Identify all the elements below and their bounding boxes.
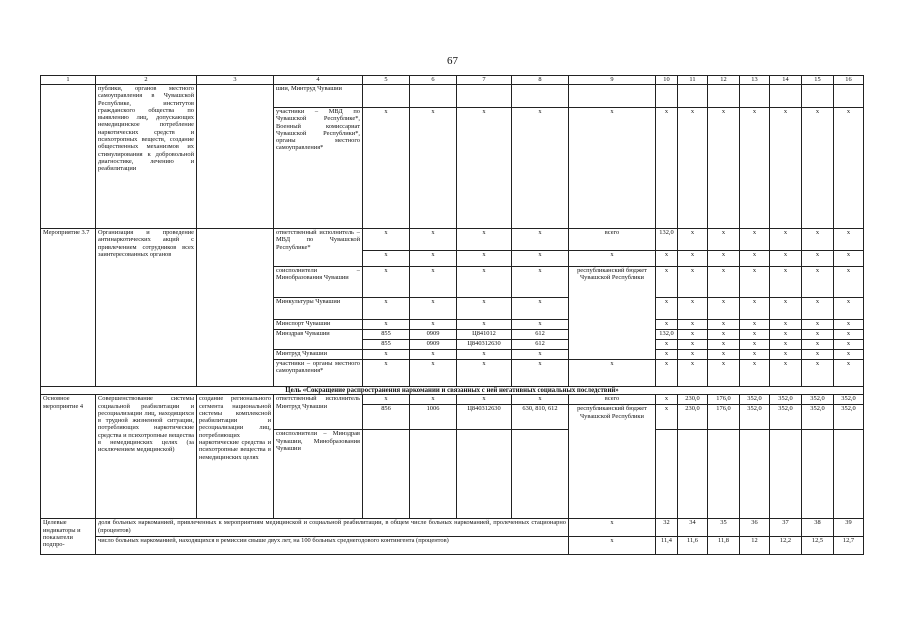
table-cell: x	[740, 330, 770, 340]
table-cell: x	[678, 330, 708, 340]
table-cell: участники – МВД по Чувашской Республике*, Военный комиссариат Чувашской Республики*, органы местного самоуправления*	[274, 108, 363, 229]
table-cell: x	[802, 298, 834, 320]
table-row	[41, 537, 864, 555]
table-cell: республиканский бюджет Чувашской Республики	[569, 267, 656, 360]
table-cell: 11,4	[656, 537, 678, 555]
table-cell: x	[410, 267, 457, 298]
table-cell: x	[656, 350, 678, 360]
table-cell	[197, 85, 274, 229]
column-number-1: 1	[41, 76, 96, 85]
table-cell: x	[770, 298, 802, 320]
table-cell: x	[363, 108, 410, 229]
goal-title: Цель «Сокращение распространения наркомании и связанных с ней негативных социальных последствий»	[41, 387, 864, 395]
table-cell: x	[802, 340, 834, 350]
table-cell: 12	[740, 537, 770, 555]
column-number-10: 10	[656, 76, 678, 85]
table-cell: 230,0	[678, 405, 708, 430]
table-cell	[656, 430, 678, 519]
table-cell	[410, 430, 457, 519]
table-cell: x	[569, 360, 656, 387]
table-cell: x	[410, 298, 457, 320]
table-cell: x	[363, 395, 410, 405]
table-cell	[457, 85, 512, 108]
table-cell: 12,7	[834, 537, 864, 555]
table-cell: x	[569, 108, 656, 229]
table-cell: шии, Минтруд Чувашии	[274, 85, 363, 108]
table-cell: 132,0	[656, 229, 678, 251]
table-cell: x	[740, 340, 770, 350]
header-row	[41, 76, 864, 85]
table-cell: x	[802, 320, 834, 330]
table-cell: x	[834, 350, 864, 360]
table-cell: соисполнители – Минобразования Чувашии	[274, 267, 363, 298]
table-cell: Минтруд Чувашии	[274, 350, 363, 360]
table-cell: ответственный исполнитель Минтруд Чувашии	[274, 395, 363, 430]
table-cell: 132,0	[656, 330, 678, 340]
column-number-16: 16	[834, 76, 864, 85]
table-cell: x	[834, 360, 864, 387]
table-cell: x	[656, 267, 678, 298]
table-row	[41, 395, 864, 405]
table-cell: x	[410, 395, 457, 405]
column-number-11: 11	[678, 76, 708, 85]
table-cell: x	[363, 267, 410, 298]
table-cell: Мероприятие 3.7	[41, 229, 96, 387]
table-cell: x	[457, 108, 512, 229]
column-number-7: 7	[457, 76, 512, 85]
table-cell	[802, 85, 834, 108]
table-cell: x	[834, 229, 864, 251]
table-cell: x	[740, 298, 770, 320]
table-cell: x	[457, 350, 512, 360]
table-cell: x	[512, 360, 569, 387]
table-cell: x	[656, 298, 678, 320]
table-cell: всего	[569, 229, 656, 251]
table-cell: x	[512, 108, 569, 229]
table-cell: x	[770, 108, 802, 229]
table-cell: x	[834, 251, 864, 267]
table-cell: 176,0	[708, 395, 740, 405]
table-cell	[363, 85, 410, 108]
table-cell: x	[410, 350, 457, 360]
table-row	[41, 85, 864, 108]
table-cell: 855	[363, 330, 410, 340]
table-cell: 0909	[410, 330, 457, 340]
table-cell: x	[656, 360, 678, 387]
table-cell	[410, 85, 457, 108]
table-cell: x	[770, 330, 802, 340]
table-cell: x	[678, 251, 708, 267]
table-cell: x	[802, 229, 834, 251]
table-cell: республиканский бюджет Чувашской Республики	[569, 405, 656, 519]
table-cell	[834, 430, 864, 519]
table-cell	[678, 85, 708, 108]
table-cell: x	[770, 350, 802, 360]
table-cell: 855	[363, 340, 410, 350]
table-cell: Целевые индикаторы и показатели подпро-	[41, 519, 96, 555]
table-cell: x	[740, 320, 770, 330]
table-cell: x	[512, 298, 569, 320]
table-cell: x	[656, 108, 678, 229]
table-row	[41, 519, 864, 537]
table-cell: x	[708, 251, 740, 267]
table-cell: x	[363, 229, 410, 251]
table-cell: x	[410, 320, 457, 330]
table-cell: x	[770, 251, 802, 267]
table-cell: x	[363, 320, 410, 330]
table-cell: 352,0	[802, 395, 834, 405]
table-cell: x	[770, 340, 802, 350]
table-cell: x	[656, 340, 678, 350]
table-cell: 630, 810, 612	[512, 405, 569, 430]
table-cell: Ц840312630	[457, 405, 512, 430]
table-cell: доля больных наркоманией, привлеченных к мероприятиям медицинской и социальной реабилитации, в общем числе больных наркоманией, пролеченных стационарно (процентов)	[96, 519, 569, 537]
table-cell: x	[678, 108, 708, 229]
page-number: 67	[447, 55, 458, 67]
table-cell	[656, 85, 678, 108]
column-number-5: 5	[363, 76, 410, 85]
table-cell: x	[512, 350, 569, 360]
table-cell: 230,0	[678, 395, 708, 405]
table-cell: x	[410, 251, 457, 267]
table-cell: x	[834, 320, 864, 330]
table-cell: 36	[740, 519, 770, 537]
table-cell: x	[678, 298, 708, 320]
table-cell: x	[569, 251, 656, 267]
table-cell: x	[708, 229, 740, 251]
table-cell: x	[834, 298, 864, 320]
table-cell: x	[410, 108, 457, 229]
column-number-14: 14	[770, 76, 802, 85]
column-number-6: 6	[410, 76, 457, 85]
table-cell: x	[740, 360, 770, 387]
table-cell: 0909	[410, 340, 457, 350]
table-cell: x	[678, 229, 708, 251]
table-cell: x	[656, 320, 678, 330]
table-cell: x	[802, 330, 834, 340]
table-cell: x	[708, 108, 740, 229]
table-cell: 176,0	[708, 405, 740, 430]
table-cell: ответственный исполнитель – МВД по Чувашской Республике*	[274, 229, 363, 267]
table-cell: Минкультуры Чувашии	[274, 298, 363, 320]
table-cell: x	[802, 251, 834, 267]
table-cell: x	[740, 267, 770, 298]
table-cell: 352,0	[802, 405, 834, 430]
table-cell: x	[740, 108, 770, 229]
column-number-3: 3	[197, 76, 274, 85]
table-cell	[197, 229, 274, 387]
table-cell: x	[512, 251, 569, 267]
table-cell: x	[802, 267, 834, 298]
table-cell: x	[678, 350, 708, 360]
table-cell: x	[834, 340, 864, 350]
table-cell	[363, 430, 410, 519]
table-cell: 11,6	[678, 537, 708, 555]
table-cell: x	[802, 108, 834, 229]
column-number-9: 9	[569, 76, 656, 85]
table-cell: x	[512, 229, 569, 251]
table-cell: x	[708, 340, 740, 350]
table-cell: x	[569, 537, 656, 555]
table-cell: x	[457, 267, 512, 298]
table-cell: 11,8	[708, 537, 740, 555]
table-cell: Основное мероприятие 4	[41, 395, 96, 519]
table-cell: 1006	[410, 405, 457, 430]
table-cell	[834, 85, 864, 108]
table-cell	[708, 85, 740, 108]
table-cell: 352,0	[740, 395, 770, 405]
table-cell: x	[569, 519, 656, 537]
table-cell: x	[457, 320, 512, 330]
table-cell: x	[708, 267, 740, 298]
table-cell: 37	[770, 519, 802, 537]
table-cell: 612	[512, 340, 569, 350]
table-cell: x	[656, 395, 678, 405]
table-cell	[678, 430, 708, 519]
table-cell: x	[740, 350, 770, 360]
table-cell: 12,2	[770, 537, 802, 555]
table-cell	[512, 430, 569, 519]
table-cell	[740, 430, 770, 519]
table-cell: x	[708, 360, 740, 387]
table-row	[41, 229, 864, 251]
table-cell: x	[834, 267, 864, 298]
table-cell	[740, 85, 770, 108]
table-cell: x	[708, 330, 740, 340]
table-cell	[512, 85, 569, 108]
table-cell: x	[512, 267, 569, 298]
table-cell: x	[457, 395, 512, 405]
table-cell: 38	[802, 519, 834, 537]
table-cell: x	[770, 229, 802, 251]
table-cell: x	[802, 350, 834, 360]
table-cell: 352,0	[740, 405, 770, 430]
table-cell	[770, 430, 802, 519]
table-cell: x	[656, 405, 678, 430]
table-cell: x	[363, 251, 410, 267]
column-number-2: 2	[96, 76, 197, 85]
table-cell: x	[457, 251, 512, 267]
table-cell	[708, 430, 740, 519]
table-cell: x	[678, 360, 708, 387]
table-cell: x	[457, 229, 512, 251]
table-cell: x	[656, 251, 678, 267]
table-cell: x	[770, 320, 802, 330]
table-cell: x	[708, 298, 740, 320]
table-cell: 39	[834, 519, 864, 537]
column-number-13: 13	[740, 76, 770, 85]
table-cell: x	[770, 267, 802, 298]
table-cell: всего	[569, 395, 656, 405]
table-cell	[457, 430, 512, 519]
table-cell: Минздрав Чувашии	[274, 330, 363, 350]
program-table	[40, 75, 864, 555]
table-cell: x	[834, 330, 864, 340]
table-cell: участники – органы местного самоуправления*	[274, 360, 363, 387]
table-cell: x	[410, 360, 457, 387]
table-cell: x	[363, 298, 410, 320]
table-cell: 34	[678, 519, 708, 537]
column-number-12: 12	[708, 76, 740, 85]
table-cell: x	[678, 320, 708, 330]
table-cell: x	[740, 251, 770, 267]
table-cell: x	[512, 395, 569, 405]
column-number-15: 15	[802, 76, 834, 85]
table-cell: x	[770, 360, 802, 387]
goal-row	[41, 387, 864, 395]
table-cell: x	[363, 360, 410, 387]
table-cell: 856	[363, 405, 410, 430]
table-cell	[770, 85, 802, 108]
table-cell: Организация и проведение антинаркотических акций с привлечением сотрудников всех заинтересованных органов	[96, 229, 197, 387]
table-cell: x	[678, 340, 708, 350]
table-cell: 352,0	[834, 395, 864, 405]
table-cell: x	[410, 229, 457, 251]
table-cell	[569, 85, 656, 108]
table-cell: x	[512, 320, 569, 330]
column-number-8: 8	[512, 76, 569, 85]
table-cell	[802, 430, 834, 519]
column-number-4: 4	[274, 76, 363, 85]
table-cell: 12,5	[802, 537, 834, 555]
table-cell: x	[708, 320, 740, 330]
table-cell: x	[457, 360, 512, 387]
table-cell: число больных наркоманией, находящихся в ремиссии свыше двух лет, на 100 больных среднегодового контингента (процентов)	[96, 537, 569, 555]
table-cell: 352,0	[770, 405, 802, 430]
table-cell: x	[363, 350, 410, 360]
table-cell	[41, 85, 96, 229]
table-cell: Ц840312630	[457, 340, 512, 350]
table-cell: 32	[656, 519, 678, 537]
table-cell: x	[802, 360, 834, 387]
table-cell: Совершенствование системы социальной реабилитации и ресоциализации лиц, находящихся в трудной жизненной ситуации, потребляющих наркотические средства и психотропные вещества в немедицинских целях (за исключением медицинской)	[96, 395, 197, 519]
table-cell: 612	[512, 330, 569, 340]
table-cell: x	[678, 267, 708, 298]
table-cell: x	[740, 229, 770, 251]
table-cell: Минспорт Чувашии	[274, 320, 363, 330]
table-cell: создание регионального сегмента национальной системы комплексной реабилитации и ресоциализации лиц, потребляющих наркотические средства и психотропные вещества в немедицинских целях	[197, 395, 274, 519]
table-cell: соисполнители – Минздрав Чувашии, Минобразования Чувашии	[274, 430, 363, 519]
table-cell: публики, органов местного самоуправления в Чувашской Республике, институтов гражданского общества по выявлению лиц, допускающих немедицинское потребление наркотических средств и психотропных веществ, создание общественных механизмов их стимулирования к добровольной диагностике, лечению и реабилитации	[96, 85, 197, 229]
table-cell: Ц841012	[457, 330, 512, 340]
table-cell: x	[457, 298, 512, 320]
table-cell: x	[834, 108, 864, 229]
table-cell: x	[708, 350, 740, 360]
table-cell: 35	[708, 519, 740, 537]
table-cell: 352,0	[834, 405, 864, 430]
table-cell: 352,0	[770, 395, 802, 405]
